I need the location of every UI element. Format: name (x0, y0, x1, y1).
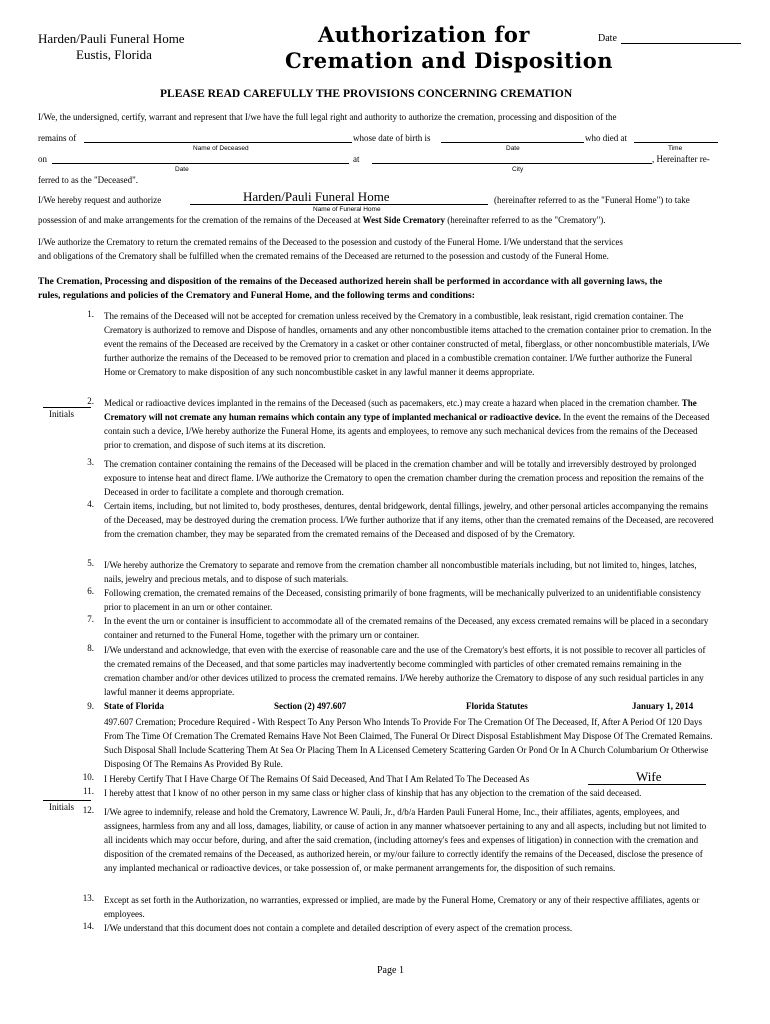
initials-field-1[interactable] (43, 407, 91, 408)
died-at-field[interactable] (634, 142, 718, 143)
item-2-text-b: In the event the remains of the Deceased contain such a device, I/We hereby authorize the Funeral Home, its agents and employees, to remove any such mechanical devices from the remains of the Deceased prior to cremation, and dispose of such items at its discretion. (104, 412, 710, 450)
death-city-field[interactable] (372, 163, 652, 164)
item-1: The remains of the Deceased will not be accepted for cremation unless received by the Crematory in a combustible, leak resistant, rigid cremation container. The Crematory is authorized to remove and Dispose of handles, ornaments and any other noncombustible items attached to the cremation container prior to cremation. In the event the remains of the Deceased are received by the Crematory in a casket or other container constructed of metal, fiberglass, or other noncombustible materials, I/We further authorize the remains of the Deceased to be removed prior to cremation and placed in a combustible cremation container. I/We further authorize the Funeral Home or Crematory to make disposition of any such noncombustible casket in any lawful manner it deems appropriate. (104, 311, 712, 377)
possession-post: (hereinafter referred to as the "Crematory"). (447, 215, 606, 225)
item-3: The cremation container containing the remains of the Deceased will be placed in the cremation chamber and will be totally and irreversibly destroyed by prolonged exposure to intense heat and direct flame. I/We authorize the Crematory to open the cremation chamber during the cremation process and reposition the remains of the Deceased in order to facilitate a complete and thorough cremation. (104, 459, 704, 497)
caption-date: Date (506, 145, 520, 152)
request-label: I/We hereby request and authorize (38, 195, 162, 205)
return-line-1: I/We authorize the Crematory to return the cremated remains of the Deceased to the posession and custody of the Funeral Home. I/We understand that the services (38, 237, 623, 247)
item-number: 3. (87, 457, 94, 467)
date-label: Date (598, 33, 617, 44)
intro-line: I/We, the undersigned, certify, warrant and represent that I/we have the full legal right and authority to authorize the cremation, processing and disposition of the (38, 112, 617, 122)
dob-field[interactable] (441, 142, 584, 143)
caption-name: Name of Deceased (193, 145, 249, 152)
item-8: I/We understand and acknowledge, that even with the exercise of reasonable care and the use of the Crematory's best efforts, it is not possible to recover all particles of the cremated remains of the Deceased, and that some particles may inadvertently become commingled with particles of other cremated remains remaining in the cremation chamber and/or other devices utilized to process the cremated remains. I/We hereby authorize the Crematory to dispose of any such residual particles in any lawful manner it deems appropriate. (104, 645, 706, 697)
item-number: 6. (87, 586, 94, 596)
deceased-name-field[interactable] (84, 142, 352, 143)
dob-label: whose date of birth is (353, 133, 431, 143)
item-number: 1. (87, 309, 94, 319)
item-4: Certain items, including, but not limited to, body prostheses, dentures, dental bridgework, dental fillings, jewelry, and other personal articles accompanying the remains of the Deceased, may be destroyed during the cremation process. I/We further authorize that if any items, other than the cremated remains of the Deceased, are recovered from the cremation chamber, they may be separated from the cremated remains of the Deceased and disposed of by the Crematory. (104, 501, 714, 539)
item-7: In the event the urn or container is insufficient to accommodate all of the cremated remains of the Deceased, any excess cremated remains will be placed in a secondary container and returned to the Funeral Home, together with the primary urn or container. (104, 616, 709, 640)
possession-line (38, 215, 605, 225)
item-number: 4. (87, 499, 94, 509)
funeral-home-name: Harden/Pauli Funeral Home (38, 31, 185, 46)
item-number: 7. (87, 614, 94, 624)
died-at-label: who died at (585, 133, 627, 143)
relation-field[interactable]: Wife (636, 769, 662, 784)
initials-label-1: Initials (49, 409, 74, 419)
item-number: 12. (82, 805, 94, 815)
hereinafter-fh: (hereinafter referred to as the "Funeral Home") to take (494, 195, 690, 205)
caption-time: Time (668, 145, 683, 152)
at-label: at (353, 154, 360, 164)
item-12: I/We agree to indemnify, release and hold the Crematory, Lawrence W. Pauli, Jr., d/b/a Harden Pauli Funeral Home, Inc., their affiliates, agents, employees, and assignees, harmless from any and all loss, damages, liability, or cause of action in any manner whatsoever pertaining to any and all aspects, including but not limited to all incidents which may occur before, during, and after the said cremation, (including attorney's fees and expenses of litigation) in connection with the cremation and disposition of the cremated remains of the Deceased, as authorized herein, or my/our failure to correctly identify the remains of the Deceased, disclose the presence of any implanted mechanical or radioactive devices, or take possession of, or make permanent arrangements for, the disposition of such remains. (104, 807, 707, 873)
title-line-2: Cremation and Disposition (285, 48, 614, 73)
item-number: 8. (87, 643, 94, 653)
item-14: I/We understand that this document does not contain a complete and detailed description of every aspect of the cremation process. (104, 923, 573, 933)
item-number: 5. (87, 558, 94, 568)
on-label: on (38, 154, 47, 164)
page-number: Page 1 (377, 965, 404, 976)
item-2-text-a: Medical or radioactive devices implanted in the remains of the Deceased (such as pacemakers, etc.) may create a hazard when placed in the cremation chamber. (104, 398, 680, 408)
return-line-2: and obligations of the Crematory shall be fulfilled when the cremated remains of the Deceased are returned to the posession and custody of the Funeral Home. (38, 251, 609, 261)
funeral-home-city: Eustis, Florida (76, 47, 152, 62)
title-line-1: Authorization for (318, 22, 530, 47)
page-heading: PLEASE READ CAREFULLY THE PROVISIONS CONCERNING CREMATION (160, 88, 573, 100)
ferred-line: ferred to as the "Deceased". (38, 175, 139, 185)
item-2-bold: The Crematory will not cremate any human remains which contain any type of implanted mechanical or radioactive device. (104, 398, 697, 422)
statute-state: State of Florida (104, 701, 164, 711)
caption-city: City (512, 166, 524, 173)
item-13: Except as set forth in the Authorization, no warranties, expressed or implied, are made by the Funeral Home, Crematory or any of their respective affiliates, agents or employees. (104, 895, 700, 919)
item-number: 10. (82, 772, 94, 782)
crematory-name: West Side Crematory (362, 215, 445, 225)
item-number: 9. (87, 701, 94, 711)
item-11: I hereby attest that I know of no other person in my same class or higher class of kinship that has any objection to the cremation of the said deceased. (104, 788, 642, 798)
death-date-field[interactable] (52, 163, 349, 164)
item-6: Following cremation, the cremated remains of the Deceased, consisting primarily of bone fragments, will be mechanically pulverized to an unidentifiable consistency prior to placement in an urn or other container. (104, 588, 702, 612)
initials-label-2: Initials (49, 802, 74, 812)
remains-of-label: remains of (38, 133, 77, 143)
statute-date: January 1, 2014 (632, 701, 694, 711)
governing-line-1: The Cremation, Processing and disposition of the remains of the Deceased authorized herein shall be performed in accordance with all governing laws, the (38, 277, 663, 287)
item-5: I/We hereby authorize the Crematory to separate and remove from the cremation chamber all noncombustible materials including, but not limited to, hinges, latches, nails, jewelry and precious metals, and to dispose of such materials. (104, 560, 697, 584)
caption-funeral-home: Name of Funeral Home (313, 206, 381, 213)
date-field[interactable] (621, 43, 741, 44)
item-10: I Hereby Certify That I Have Charge Of The Remains Of Said Deceased, And That I Am Related To The Deceased As (104, 774, 530, 784)
hereinafter-label: , Hereinafter re- (652, 154, 710, 164)
initials-field-2[interactable] (43, 800, 91, 801)
governing-line-2: rules, regulations and policies of the Crematory and Funeral Home, and the following terms and conditions: (38, 291, 475, 301)
item-number: 2. (87, 396, 94, 406)
item-9: 497.607 Cremation; Procedure Required - With Respect To Any Person Who Intends To Provide For The Cremation Of The Deceased, If, After A Period Of 120 Days From The Time Of Cremation The Cremated Remains Have Not Been Claimed, The Funeral Or Direct Disposal Establishment May Dispose Of The Cremated Remains. Such Disposal Shall Include Scattering Them At Sea Or Placing Them In A Licensed Cemetery Scattering Garden Or Pond Or In A Church Columbarium Or Otherwise Disposing Of The Remains As Provided By Rule. (104, 717, 713, 769)
caption-date-2: Date (175, 166, 189, 173)
item-number: 13. (82, 893, 94, 903)
statute-name: Florida Statutes (466, 701, 528, 711)
statute-section: Section (2) 497.607 (274, 701, 347, 711)
item-number: 14. (82, 921, 94, 931)
item-2 (104, 396, 716, 452)
funeral-home-field[interactable]: Harden/Pauli Funeral Home (243, 189, 390, 204)
item-number: 11. (83, 786, 94, 796)
possession-pre: possession of and make arrangements for the cremation of the remains of the Deceased at (38, 215, 361, 225)
